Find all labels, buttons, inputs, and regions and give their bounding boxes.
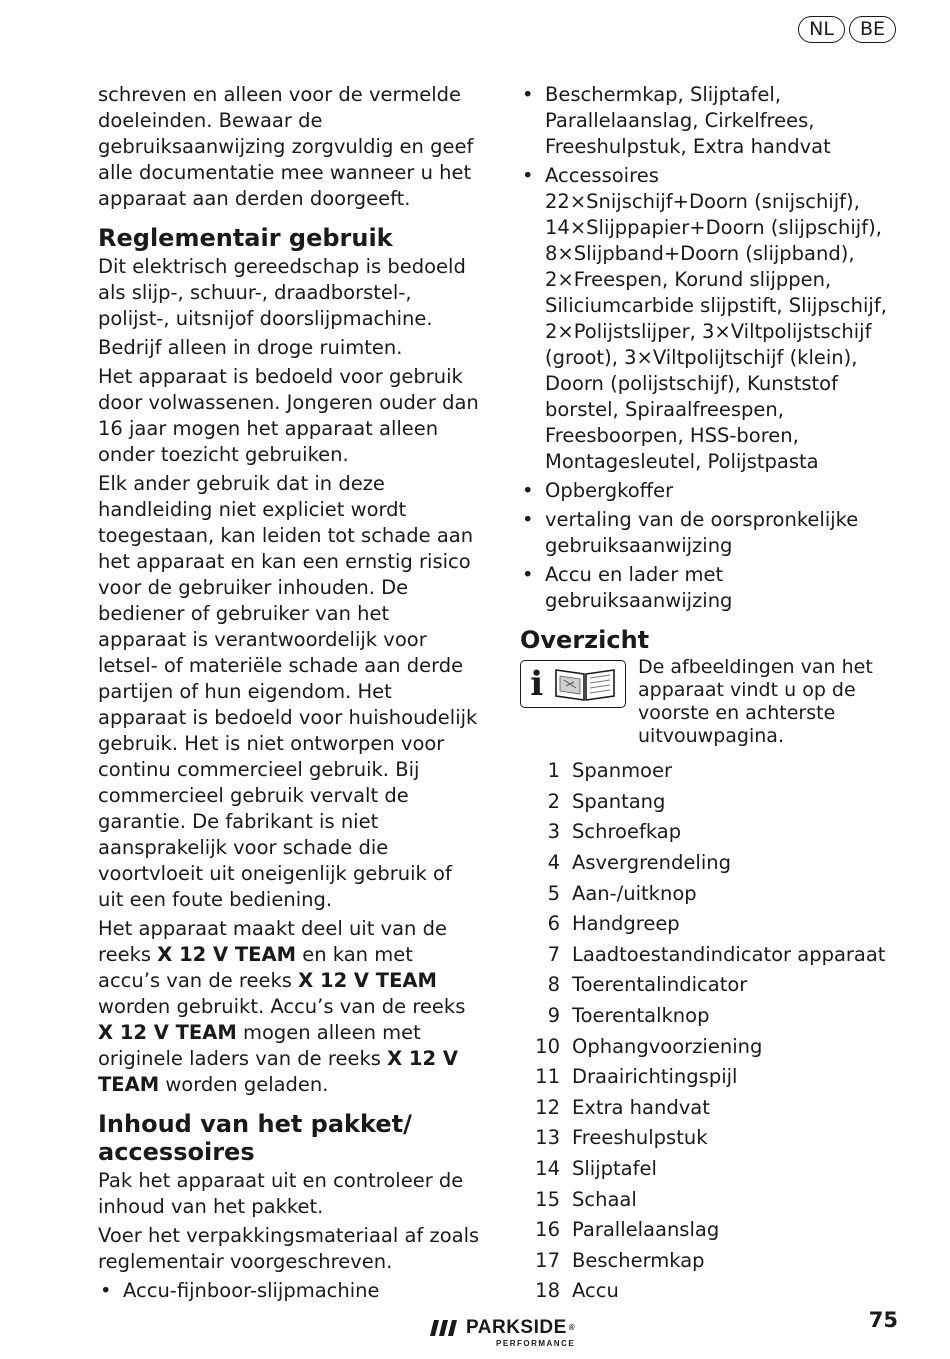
part-number: 10	[535, 1034, 560, 1058]
list-item: • Accu-fijnboor-slijpmachine	[98, 1278, 480, 1304]
part-item	[520, 848, 905, 879]
accessoires-detail: 22×Snijschijf+Doorn (snijschijf), 14×Slijppapier+Doorn (slijpschijf), 8×Slijpband+Doorn (slijpband), 2×Freespen, Korund slijppen, Siliciumcarbide slijpstift, Slijpschijf, 2×Polijstslijper, 3×Viltpolijstschijf (groot), 3×Viltpolijtschijf (klein), Doorn (polijstschijf), Kunststof borstel, Spiraalfreespen, Freesboorpen, HSS-boren, Montagesleutel, Polijstpasta	[545, 190, 887, 473]
part-label: Toerentalknop	[572, 1004, 710, 1028]
part-number: 8	[547, 973, 560, 997]
paragraph-purpose: Dit elektrisch gereedschap is bedoeld als slijp-, schuur-, draadborstel-, polijst-, uitsnijof doorslijpmachine.	[98, 255, 466, 330]
part-item	[520, 1154, 905, 1185]
part-item	[520, 1062, 905, 1093]
parkside-logo	[430, 1318, 575, 1348]
logo-subtitle: PERFORMANCE	[496, 1339, 576, 1348]
part-label: Beschermkap	[572, 1248, 705, 1272]
series-name: X 12 V TEAM	[98, 1021, 237, 1044]
part-label: Accu	[572, 1279, 619, 1303]
open-book-icon	[554, 666, 616, 702]
part-item	[520, 1276, 905, 1307]
part-number: 11	[535, 1065, 560, 1089]
logo-text: PARKSIDE	[466, 1317, 567, 1338]
part-number: 13	[535, 1126, 560, 1150]
info-icon	[520, 660, 626, 708]
part-item	[520, 1215, 905, 1246]
series-text-a: Het apparaat maakt deel uit van de reeks	[98, 917, 447, 966]
part-label: Ophangvoorziening	[572, 1034, 763, 1058]
series-name: X 12 V TEAM	[98, 1047, 458, 1096]
paragraph-series	[98, 916, 480, 1098]
part-item	[520, 940, 905, 971]
page-number: 75	[868, 1308, 898, 1332]
list-item: • Opbergkoffer	[520, 478, 905, 504]
part-number: 18	[535, 1279, 560, 1303]
lang-badge-be: BE	[849, 16, 896, 43]
part-number: 3	[547, 820, 560, 844]
list-item-accessoires	[520, 163, 905, 475]
part-item	[520, 787, 905, 818]
series-text-e: worden geladen.	[165, 1073, 329, 1096]
part-label: Freeshulpstuk	[572, 1126, 708, 1150]
part-label: Laadtoestandindicator apparaat	[572, 942, 886, 966]
part-label: Toerentalindicator	[572, 973, 748, 997]
part-label: Schroefkap	[572, 820, 682, 844]
part-item	[520, 1123, 905, 1154]
part-number: 4	[547, 851, 560, 875]
accessoires-label: • Accessoires	[545, 164, 659, 187]
part-item	[520, 1031, 905, 1062]
part-item	[520, 1246, 905, 1277]
series-text-c: worden gebruikt. Accu’s van de reeks	[98, 995, 466, 1018]
part-item	[520, 909, 905, 940]
list-item: • Beschermkap, Slijptafel, Parallelaanslag, Cirkelfrees, Freeshulpstuk, Extra handvat	[520, 82, 905, 160]
part-item	[520, 970, 905, 1001]
series-name: X 12 V TEAM	[157, 943, 296, 966]
lang-badge-nl: NL	[798, 16, 845, 43]
part-number: 17	[535, 1248, 560, 1272]
info-text: De afbeeldingen van het apparaat vindt u op de voorste en achterste uitvouwpagina.	[638, 656, 873, 747]
part-item	[520, 1001, 905, 1032]
heading-overzicht: Overzicht	[520, 626, 650, 654]
part-number: 2	[547, 789, 560, 813]
part-number: 6	[547, 912, 560, 936]
part-number: 5	[547, 881, 560, 905]
right-column	[520, 82, 905, 1307]
part-item	[520, 1093, 905, 1124]
language-badges	[798, 16, 896, 43]
heading-inhoud-pakket: Inhoud van het pakket/ accessoires	[98, 1110, 412, 1166]
part-label: Schaal	[572, 1187, 637, 1211]
logo-registered-mark: ®	[568, 1323, 576, 1332]
part-item	[520, 756, 905, 787]
list-item: • Accu en lader met gebruiksaanwijzing	[520, 562, 905, 614]
part-number: 1	[547, 759, 560, 783]
paragraph-packaging: Voer het verpakkingsmateriaal af zoals reglementair voorgeschreven.	[98, 1224, 480, 1273]
part-label: Handgreep	[572, 912, 680, 936]
package-contents-list	[98, 1278, 480, 1304]
info-letter-icon: i	[530, 664, 544, 704]
paragraph-dry-rooms: Bedrijf alleen in droge ruimten.	[98, 336, 403, 359]
paragraph-adults: Het apparaat is bedoeld voor gebruik door volwassenen. Jongeren ouder dan 16 jaar mogen het apparaat alleen onder toezicht gebruiken.	[98, 365, 479, 466]
series-text-d: mogen alleen met originele laders van de reeks	[98, 1021, 421, 1070]
part-label: Spantang	[572, 789, 666, 813]
part-label: Extra handvat	[572, 1095, 710, 1119]
intro-paragraph: schreven en alleen voor de vermelde doeleinden. Bewaar de gebruiksaanwijzing zorgvuldig en geef alle documentatie mee wanneer u het apparaat aan derden doorgeeft.	[98, 83, 474, 210]
part-label: Parallelaanslag	[572, 1218, 720, 1242]
part-label: Aan-/uitknop	[572, 881, 697, 905]
part-number: 15	[535, 1187, 560, 1211]
left-column	[98, 82, 480, 1307]
info-note	[520, 656, 905, 748]
part-item	[520, 817, 905, 848]
part-item	[520, 878, 905, 909]
part-number: 14	[535, 1157, 560, 1181]
part-number: 12	[535, 1095, 560, 1119]
heading-reglementair-gebruik: Reglementair gebruik	[98, 224, 393, 252]
list-item: • vertaling van de oorspronkelijke gebruiksaanwijzing	[520, 507, 905, 559]
parts-list	[520, 756, 905, 1307]
brand-stripes-icon	[430, 1320, 458, 1336]
series-text-b: en kan met accu’s van de reeks	[98, 943, 413, 992]
part-label: Draairichtingspijl	[572, 1065, 738, 1089]
part-label: Asvergrendeling	[572, 851, 731, 875]
package-contents-list-continued	[520, 82, 905, 614]
part-number: 7	[547, 942, 560, 966]
part-label: Slijptafel	[572, 1157, 657, 1181]
series-name: X 12 V TEAM	[298, 969, 437, 992]
part-number: 16	[535, 1218, 560, 1242]
paragraph-unpack: Pak het apparaat uit en controleer de inhoud van het pakket.	[98, 1169, 464, 1218]
part-label: Spanmoer	[572, 759, 673, 783]
part-item	[520, 1184, 905, 1215]
paragraph-other-use: Elk ander gebruik dat in deze handleiding niet expliciet wordt toegestaan, kan leiden tot schade aan het apparaat en kan een ernstig risico voor de gebruiker inhouden. De bediener of gebruiker van het apparaat is verantwoordelijk voor letsel- of materiële schade aan derde partijen of hun eigendom. Het apparaat is bedoeld voor huishoudelijk gebruik. Het is niet ontworpen voor continu commercieel gebruik. Bij commercieel gebruik vervalt de garantie. De fabrikant is niet aansprakelijk voor schade die voortvloeit uit oneigenlijk gebruik of uit een foute bediening.	[98, 472, 478, 911]
part-number: 9	[547, 1004, 560, 1028]
